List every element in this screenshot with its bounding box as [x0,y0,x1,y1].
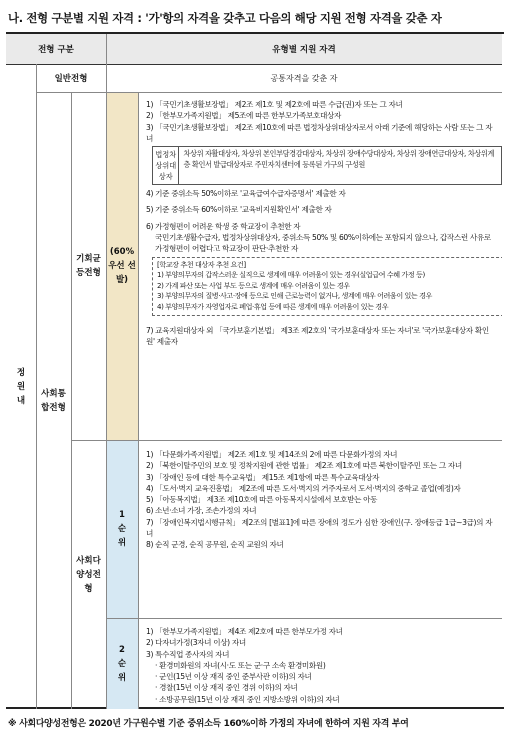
rank1-item: 5) 「아동복지법」 제3조 제10호에 따른 아동복지시설에서 보호받는 아동 [146,495,378,505]
general-text: 공통자격을 갖춘 자 [270,73,338,83]
rank2-cell [106,618,138,709]
rank1-item: 1) 「다문화가족지원법」 제2조 제1호 및 제14조의 2에 따른 다문화가정의 자녀 [146,450,398,459]
rank2-item: 2) 다자녀가정(3자녀 이상) 자녀 [146,638,246,648]
opp-item-2: 2) 「한부모가족지원법」 제5조에 따른 한부모가족보호대상자 [146,111,341,121]
quota-label: 정원내 [16,367,26,406]
section-heading: 나. 전형 구분별 지원 자격 : '가'항의 자격을 갖추고 다음의 해당 지원 전형 자격을 갖춘 자 [8,11,442,25]
grid-line [106,618,502,619]
diversity-cell [71,440,106,709]
grid-line [138,92,139,709]
opportunity-quals [138,92,502,440]
recommend-item: 1) 부양의무자의 갑작스러운 실직으로 생계에 매우 어려움이 있는 경우(실업급여 수혜 가정 등) [157,270,425,280]
rank1-cell [106,440,138,618]
recommend-box [152,257,502,316]
rank1-item: 6) 소년·소녀 가장, 조손가정의 자녀 [146,506,257,516]
rank1-item: 4) 「도서·벽지 교육진흥법」 제2조에 따른 도서·벽지의 거주자로서 도서·벽지의 중학교 졸업(예정)자 [146,483,461,493]
criteria-label: 법정차상위대상자 [153,147,179,184]
recommend-item: 4) 부양의무자가 자영업자로 폐업·휴업 등에 따른 생계에 매우 어려움이 있는 경우 [157,302,389,312]
grid-line [106,34,107,92]
grid-line [36,64,37,709]
rank2-item: 1) 「한부모가족지원법」 제4조 제2호에 따른 한부모가정 자녀 [146,627,343,636]
diversity-label: 사회다양성전형 [76,555,101,594]
general-label: 일반전형 [54,74,88,84]
grid-line [71,440,502,441]
social-label: 사회통합전형 [41,388,66,413]
priority-cell [106,92,138,440]
opp-item-6-detail: 국민기초생활수급자, 법정차상위대상자, 중위소득 50% 및 60%이하에는 포함되지 않으나, 갑작스런 사유로 가정형편이 어렵다고 학교장이 판단·추천한 자 [155,233,491,254]
opp-item-7: 7) 교육지원대상자 외 「국가보훈기본법」 제3조 제2호의 '국가보훈대상자 또는 자녀'로 '국가보훈대상자 확인원' 제출자 [146,325,489,346]
opp-item-5: 5) 기준 중위소득 60%이하로 '교육비지원확인서' 제출한 자 [146,205,332,215]
criteria-box [152,146,502,185]
header-quals: 유형별 지원 자격 [106,34,502,64]
quota-cell [6,64,36,709]
grid-line [106,92,107,709]
rank2-bullet: · 경찰(15년 이상 재직 중인 경위 이하)의 자녀 [155,683,298,693]
recommend-item: 2) 가계 파산 또는 사업 부도 등으로 생계에 매우 어려움이 있는 경우 [157,280,350,290]
opportunity-label: 기회균등전형 [76,254,101,278]
social-cell [36,92,71,709]
opp-item-3: 3) 「국민기초생활보장법」 제2조 제10호에 따른 법정차상위대상자로서 아래 기준에 해당하는 사람 또는 그 자녀 [146,122,493,143]
opportunity-cell [71,92,106,440]
rank2-bullet: · 소방공무원(15년 이상 재직 중인 지방소방위 이하)의 자녀 [155,694,340,704]
rank1-item: 2) 「북한이탈주민의 보호 및 정착지원에 관한 법률」 제2조 제1호에 따른 북한이탈주민 또는 그 자녀 [146,461,462,471]
rank1-label: 1순위 [117,510,127,548]
rank2-bullet: · 군인(15년 이상 재직 중인 준부사관 이하)의 자녀 [155,672,312,682]
rank2-label: 2순위 [117,644,127,683]
rank2-quals [138,618,502,709]
eligibility-table [6,32,504,709]
rank1-item: 3) 「장애인 등에 대한 특수교육법」 제15조 제1항에 따른 특수교육대상자 [146,472,380,482]
opp-item-6: 6) 가정형편이 어려운 학생 중 학교장이 추천한 자 [146,221,301,231]
opp-item-4: 4) 기준 중위소득 50%이하로 '교육급여수급자증명서' 제출한 자 [146,189,346,199]
criteria-text: 차상위 자활대상자, 차상위 본인부담경감대상자, 차상위 장애수당대상자, 차상위 장애연금대상자, 차상위계층 확인서 발급대상자로 주민자치센터에 등록된 가구의 구성원 [183,149,495,169]
grid-line [6,64,502,65]
opp-item-1: 1) 「국민기초생활보장법」 제2조 제1호 및 제2호에 따른 수급(권)자 또는 그 자녀 [146,100,403,109]
recommend-item: 3) 부양의무자의 질병·사고·장애 등으로 인해 근로능력이 없거나, 생계에 매우 어려움이 있는 경우 [157,291,432,301]
grid-line [71,92,72,709]
priority-label: (60% 우선 선발) [108,247,136,285]
rank2-item: 3) 특수직업 종사자의 자녀 [146,649,230,659]
rank2-bullet: · 환경미화원의 자녀(시·도 또는 군·구 소속 환경미화원) [155,660,326,670]
rank1-quals [138,440,502,618]
rank1-item: 7) 「장애인복지법시행규칙」 제2조의 [별표1]에 따른 장애의 정도가 심한 장애인(구. 장애등급 1급~3급)의 자녀 [146,517,493,539]
footnote: ※ 사회다양성전형은 2020년 가구원수별 기준 중위소득 160%이하 가정의 자녀에 한하여 지원 자격 부여 [8,719,409,729]
recommend-title: [학교장 추천 대상자 추천 요건] [157,259,246,269]
header-type: 전형 구분 [6,34,106,64]
rank1-item: 8) 순직 군경, 순직 공무원, 순직 교원의 자녀 [146,540,284,550]
